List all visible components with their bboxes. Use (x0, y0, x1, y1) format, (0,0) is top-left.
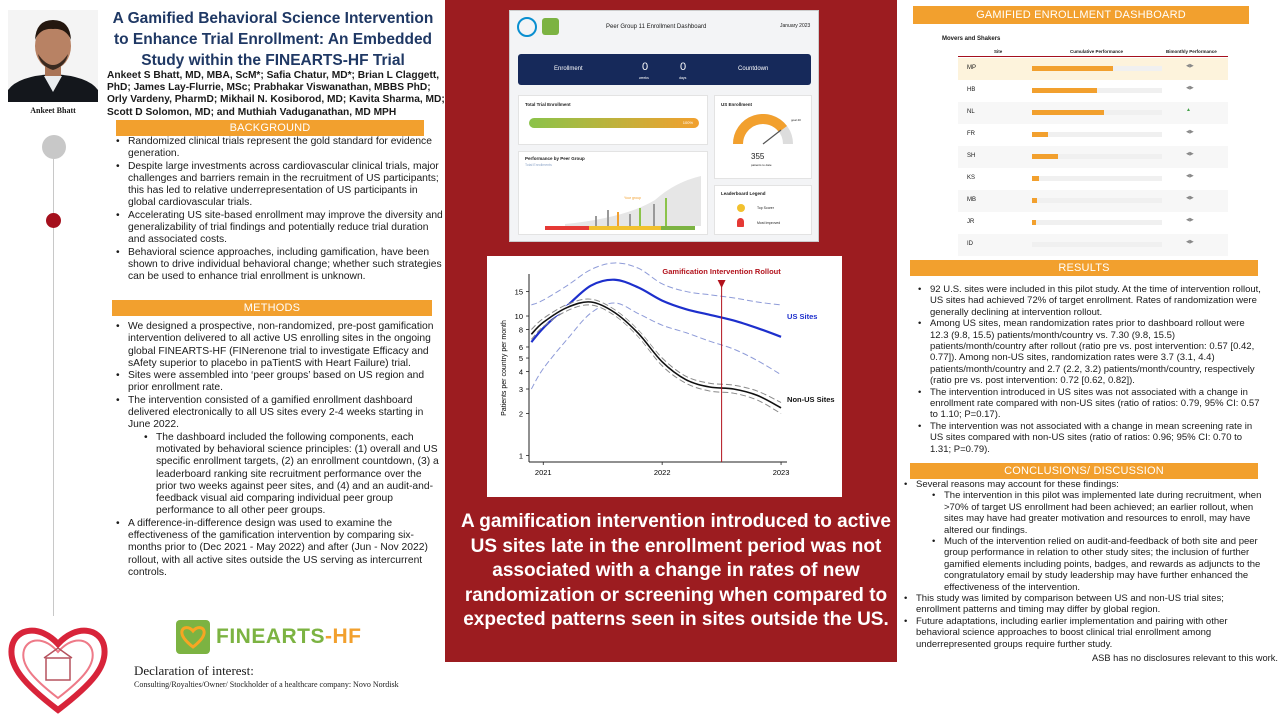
x-tick-label: 2023 (772, 468, 790, 477)
cumulative-bar (1032, 220, 1036, 225)
trend-flat-icon: ◀▶ (1186, 173, 1194, 179)
leaderboard-row (958, 80, 1228, 102)
methods-bullet: • The intervention consisted of a gamified enrollment dashboard delivered electronically to all US sites every 2-4 weeks starting in June 2022. (112, 395, 442, 432)
y-tick-label: 10 (514, 312, 523, 322)
leaderboard-row (958, 212, 1228, 234)
col-site: Site (994, 49, 1003, 54)
finearts-heart-icon (176, 620, 210, 654)
x-tick-label: 2022 (653, 468, 671, 477)
background-bullet: • Accelerating US site-based enrollment may improve the diversity and generalizability of trial findings and potentially reduce trial duration and associated costs. (112, 210, 444, 247)
days-unit: days (679, 76, 687, 80)
bar-left-label: Enrollment (554, 66, 583, 72)
col-bi: Bimonthly Performance (1166, 49, 1217, 54)
col-cum: Cumulative Performance (1070, 49, 1124, 54)
conclusions-bullet: • This study was limited by comparison between US and non-US trial sites; enrollment patterns and timing may differ by global region. (900, 593, 1262, 616)
leaderboard-site: NL (967, 109, 975, 115)
methods-sub-bullet: • The dashboard included the following components, each motivated by behavioral science principles: (1) overall and US specific enrollment targets, (2) an enrollment countdown, (3) a leaderboard ranking site recruitment performance over the prior two weeks against peer sites, and (4) and an audit-and-feedback visual aid comparing individual peer group performance to all other peer groups. (112, 432, 442, 518)
trend-flat-icon: ◀▶ (1186, 195, 1194, 201)
series-upper-ci (531, 299, 781, 403)
cumulative-bar (1032, 132, 1048, 137)
finearts-suffix: -HF (325, 625, 362, 648)
cumulative-track (1032, 198, 1162, 203)
photo-caption: Ankeet Bhatt (30, 106, 76, 115)
rollout-arrow-icon (718, 280, 726, 288)
trophy-icon (737, 204, 745, 212)
cumulative-bar (1032, 66, 1113, 71)
main-message: A gamification intervention introduced to active US sites late in the enrollment period was not associated with a change in rates of new randomization or screening when compared to expected patterns seen in sites outside the US. (460, 511, 891, 630)
series-label: US Sites (787, 311, 818, 321)
x-tick-label: 2021 (534, 468, 552, 477)
author-line: Orly Vardeny, PharmD; Mikhail N. Kosiborod, MD; Kavita Sharma, MD; (107, 94, 445, 106)
us-label: US Enrollment (721, 102, 753, 107)
heart-logo (4, 618, 112, 716)
cumulative-bar (1032, 176, 1039, 181)
y-tick-label: 2 (518, 409, 523, 419)
dashboard-heart-icon (542, 18, 559, 35)
disclosure-note: ASB has no disclosures relevant to this work. (1091, 653, 1278, 663)
total-progress-bar (529, 118, 699, 128)
finearts-wordmark (216, 625, 362, 649)
rocket-icon (737, 218, 744, 227)
us-gauge (733, 114, 793, 148)
leaderboard-row (958, 168, 1228, 190)
leaderboard-row (958, 234, 1228, 256)
peer-performance-card (518, 151, 708, 235)
leaderboard-row (958, 58, 1228, 80)
y-tick-label: 3 (518, 385, 523, 395)
background-heading: BACKGROUND (116, 120, 424, 136)
total-enrollment-card (518, 95, 708, 145)
background-bullet: • Randomized clinical trials represent the gold standard for evidence generation. (112, 136, 444, 161)
leaderboard-site: ID (967, 241, 973, 247)
results-bullet: • 92 U.S. sites were included in this pilot study. At the time of intervention rollout, US sites had achieved 72% of target enrollment. Rates of randomization were generally declining at intervention rollout. (914, 284, 1262, 318)
us-count: 355 (751, 152, 765, 161)
dashboard-screenshot (509, 10, 819, 242)
author-list (107, 70, 447, 119)
total-pct: 100% (682, 120, 693, 125)
legend-item-1: Top Scorer (757, 206, 774, 210)
us-sub: patients to date (751, 163, 772, 167)
dashboard-header: Peer Group 11 Enrollment Dashboard (606, 24, 707, 30)
dashboard-enroll-bar (518, 54, 811, 85)
conclusions-bullet: • Several reasons may account for these findings: (900, 479, 1262, 490)
y-axis-label: Patients per country per month (501, 320, 508, 416)
legend-item-2: Most Improved (757, 221, 781, 225)
series-lower-ci (531, 303, 781, 389)
series-line (531, 302, 781, 408)
results-bullet: • Among US sites, mean randomization rates prior to dashboard rollout were 12.3 (9.8, 15.5) patients/month/country vs. 7.30 (9.8, 15.5) patients/month/country after rollout (ratio pre vs. post intervention: 0.57 [0.42, 0.77]). Among non-US sites, randomization rates were 3.7 (3.1, 4.4) patients/month/country and 2.7 (2.2, 3.2) patients/month/country, respectively (ratio pre vs. post intervention: 0.72 [0.62, 0.82]). (914, 318, 1262, 386)
leaderboard-rows (958, 58, 1228, 256)
author-line: Scott D Solomon, MD; and Muthiah Vaduganathan, MD MPH (107, 106, 397, 118)
leaderboard-site: HB (967, 87, 976, 93)
dashboard-heading: GAMIFIED ENROLLMENT DASHBOARD (913, 6, 1249, 24)
author-line: PhD; James Lay-Flurrie, MSc; Prabhakar Viswanathan, MBBS PhD; (107, 82, 431, 94)
trend-flat-icon: ◀▶ (1186, 151, 1194, 157)
us-enrollment-card (714, 95, 812, 179)
leaderboard-site: FR (967, 131, 975, 137)
author-line: Ankeet S Bhatt, MD, MBA, ScM*; Safia Chatur, MD*; Brian L Claggett, (107, 70, 440, 81)
leaderboard-site: SH (967, 153, 976, 159)
conclusions-heading: CONCLUSIONS/ DISCUSSION (910, 463, 1258, 479)
trend-flat-icon: ◀▶ (1186, 129, 1194, 135)
weeks-count: 0 (642, 61, 649, 73)
leaderboard-site: KS (967, 175, 976, 181)
peer-curve (525, 170, 703, 230)
series-line (531, 280, 781, 342)
series-label: Non-US Sites (787, 394, 835, 404)
conclusions-sub-bullet: • Much of the intervention relied on audit-and-feedback of both site and peer group performance in relation to other study sites; the inclusion of further gamified elements including points, badges, and rewards as adjuncts to the congratulatory email by study leadership may have further enhanced the effectiveness of the intervention. (900, 536, 1262, 593)
leaderboard-row (958, 102, 1228, 124)
y-tick-label: 6 (518, 342, 523, 352)
methods-heading: METHODS (112, 300, 432, 316)
title-line: to Enhance Trial Enrollment: An Embedded (113, 31, 433, 48)
leaderboard-subtitle: Movers and Shakers (942, 36, 1001, 42)
cumulative-track (1032, 88, 1162, 93)
rate-chart-svg (487, 256, 842, 497)
rollout-title: Gamification Intervention Rollout (662, 267, 781, 276)
series-lower-ci (531, 305, 781, 414)
total-label: Total Trial Enrollment (525, 102, 571, 107)
leaderboard-row (958, 190, 1228, 212)
trend-flat-icon: ◀▶ (1186, 239, 1194, 245)
trend-flat-icon: ◀▶ (1186, 85, 1194, 91)
results-bullet: • The intervention was not associated with a change in mean screening rate in US sites compared with non-US sites (ratio of ratios: 0.96; 95% CI: 0.70 to 1.31; P=0.79). (914, 421, 1262, 455)
trend-flat-icon: ◀▶ (1186, 217, 1194, 223)
bayer-logo-icon (517, 17, 537, 37)
legend-label: Leaderboard Legend (721, 191, 766, 196)
results-heading: RESULTS (910, 260, 1258, 276)
methods-bullet: • We designed a prospective, non-randomized, pre-post gamification intervention delivered to all active US enrolling sites in the ongoing global FINEARTS-HF (FINerenone trial to investigate Efficacy and sAfety superior to placebo in paTientS with Heart Failure) trial. (112, 321, 442, 370)
trend-up-icon: ▲ (1186, 107, 1191, 113)
results-bullet: • The intervention introduced in US sites was not associated with a change in enrollment rate compared with non-US sites (ratio of ratios: 0.79, 95% CI: 0.57 to 1.10; P=0.17). (914, 387, 1262, 421)
days-count: 0 (680, 61, 687, 73)
timeline-dot-red (46, 213, 61, 228)
leaderboard-row (958, 124, 1228, 146)
leaderboard-header-rule (958, 56, 1228, 57)
leaderboard-row (958, 146, 1228, 168)
background-bullet: • Behavioral science approaches, including gamification, have been shown to drive individual behavioral change; whether such strategies can be used to enhance trial enrollment is unknown. (112, 247, 444, 284)
declaration-heading: Declaration of interest: (134, 663, 254, 678)
finearts-brand: FINEARTS (216, 625, 325, 648)
cumulative-bar (1032, 154, 1058, 159)
cumulative-track (1032, 154, 1162, 159)
background-bullet: • Despite large investments across cardiovascular clinical trials, major challenges and barriers remain in the recruitment of US participants; this has led to relative underrepresentation of US participants in global cardiovascular trials. (112, 161, 444, 210)
cumulative-track (1032, 110, 1162, 115)
rate-chart (487, 256, 842, 497)
cumulative-bar (1032, 110, 1104, 115)
leaderboard-legend-card (714, 185, 812, 235)
conclusions-sub-bullet: • The intervention in this pilot was implemented late during recruitment, when >70% of target US enrollment had been achieved; an earlier rollout, when sites may have had greater motivation and resources to enroll, may have altered our findings. (900, 490, 1262, 536)
cumulative-track (1032, 176, 1162, 181)
author-photo (8, 10, 98, 102)
methods-list (112, 321, 442, 579)
trend-flat-icon: ◀▶ (1186, 63, 1194, 69)
conclusions-list (900, 479, 1262, 650)
declaration-text: Consulting/Royalties/Owner/ Stockholder of a healthcare company: Novo Nordisk (134, 680, 399, 689)
y-tick-label: 15 (514, 287, 523, 297)
cumulative-bar (1032, 198, 1037, 203)
title-line: A Gamified Behavioral Science Intervention (112, 10, 434, 27)
cumulative-track (1032, 66, 1162, 71)
cumulative-track (1032, 242, 1162, 247)
results-list (914, 284, 1262, 455)
perf-sub: Total Enrollments (525, 163, 552, 167)
cumulative-bar (1032, 88, 1097, 93)
background-list (112, 136, 444, 284)
y-tick-label: 4 (518, 367, 523, 377)
y-tick-label: 5 (518, 354, 523, 364)
leaderboard-site: MP (967, 65, 976, 71)
y-tick-label: 8 (518, 325, 523, 335)
perf-mark: Your group (624, 196, 641, 200)
y-tick-label: 1 (518, 451, 523, 461)
us-goal: goal 40 (791, 118, 801, 122)
conclusions-bullet: • Future adaptations, including earlier implementation and pairing with other behavioral science approaches to boost clinical trial enrollment among underrepresented groups require further study. (900, 616, 1262, 650)
cumulative-track (1032, 132, 1162, 137)
finearts-logo (176, 620, 366, 654)
us-pct: 88% (756, 126, 765, 131)
weeks-unit: weeks (639, 76, 649, 80)
leaderboard-site: JR (967, 219, 975, 225)
dashboard-date: January 2023 (780, 23, 811, 29)
bar-right-label: Countdown (738, 66, 769, 72)
methods-bullet: • Sites were assembled into ‘peer groups’ based on US region and prior enrollment rate. (112, 370, 442, 395)
cumulative-track (1032, 220, 1162, 225)
title-line: Study within the FINEARTS-HF Trial (141, 52, 405, 69)
leaderboard (932, 30, 1262, 256)
leaderboard-site: MB (967, 197, 976, 203)
methods-bullet: • A difference-in-difference design was used to examine the effectiveness of the gamification intervention by comparing six-months prior to (Dec 2021 - May 2022) and after (Jun - Nov 2022) rollout, with all active sites outside the US serving as intercurrent controls. (112, 518, 442, 579)
perf-label: Performance by Peer Group (525, 156, 585, 161)
timeline-dot-gray (42, 135, 66, 159)
poster-title (100, 8, 446, 71)
